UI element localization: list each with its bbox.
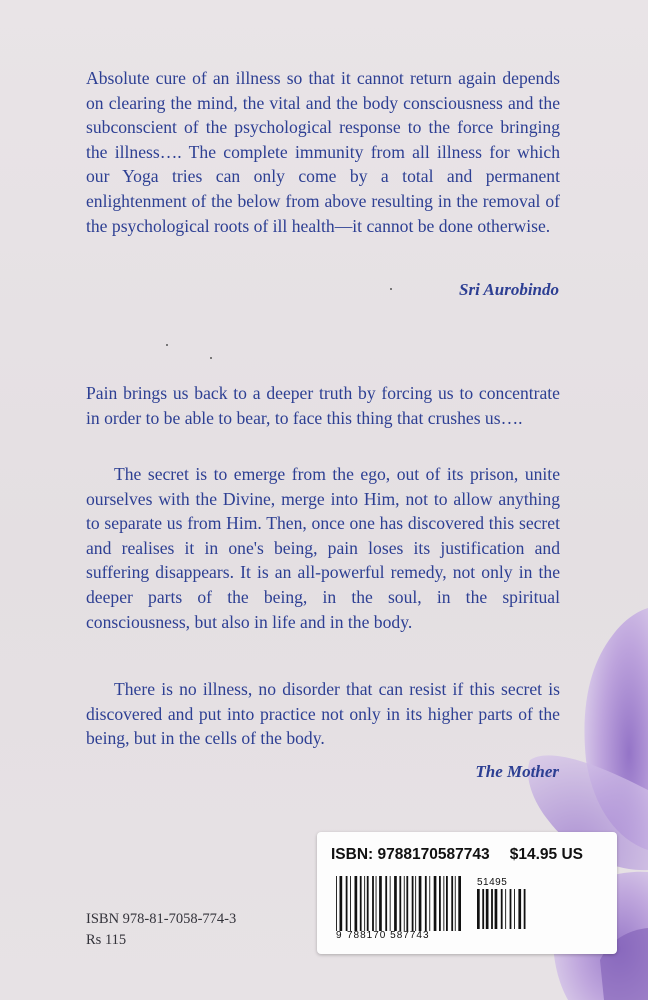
barcode-addon-number: 51495 xyxy=(477,877,508,888)
sticker-isbn: ISBN: 9788170587743 xyxy=(331,846,490,863)
sticker-header xyxy=(331,846,605,868)
sticker-price: $14.95 US xyxy=(509,846,583,863)
book-price: Rs 115 xyxy=(86,932,127,948)
barcode-prefix: 9 xyxy=(336,930,342,941)
speck xyxy=(166,344,168,346)
isbn-number: ISBN 978-81-7058-774-3 xyxy=(86,911,237,927)
speck xyxy=(210,357,212,359)
quote-mother-paragraph-2: The secret is to emerge from the ego, out of its prison, unite ourselves with the Divine, merge into Him, not to allow anything to separate us from Him. Then, once one has discovered this secret and realises it in one's being, pain loses its justification and suffering disappears. It is an all-powerful remedy, not only in the deeper parts of the being, in the soul, in the spiritual consciousness, but also in life and in the body. xyxy=(86,464,560,632)
price-sticker xyxy=(317,832,617,954)
quote-sri-aurobindo: Absolute cure of an illness so that it cannot return again depends on clearing the mind, the vital and the body consciousness and the subconscient of the psychological response to the force bringing the illness…. The complete immunity from all illness for which our Yoga tries can only come by a total and permanent enlightenment of the below from above resulting in the removal of the psychological roots of ill health—it cannot be done otherwise. xyxy=(86,68,560,236)
barcode-number: 788170 587743 xyxy=(347,930,430,941)
barcode-addon xyxy=(476,889,526,929)
book-info xyxy=(86,909,236,951)
barcode-main xyxy=(335,876,463,931)
attribution-sri-aurobindo: Sri Aurobindo xyxy=(459,280,559,299)
quote-mother-paragraph-3: There is no illness, no disorder that can resist if this secret is discovered and put into practice not only in its higher parts of the being, but in the cells of the body. xyxy=(86,679,560,749)
quote-mother-paragraph-1: Pain brings us back to a deeper truth by forcing us to concentrate in order to be able to bear, to face this thing that crushes us…. xyxy=(86,383,560,428)
attribution-the-mother: The Mother xyxy=(475,762,559,781)
speck xyxy=(390,288,392,290)
